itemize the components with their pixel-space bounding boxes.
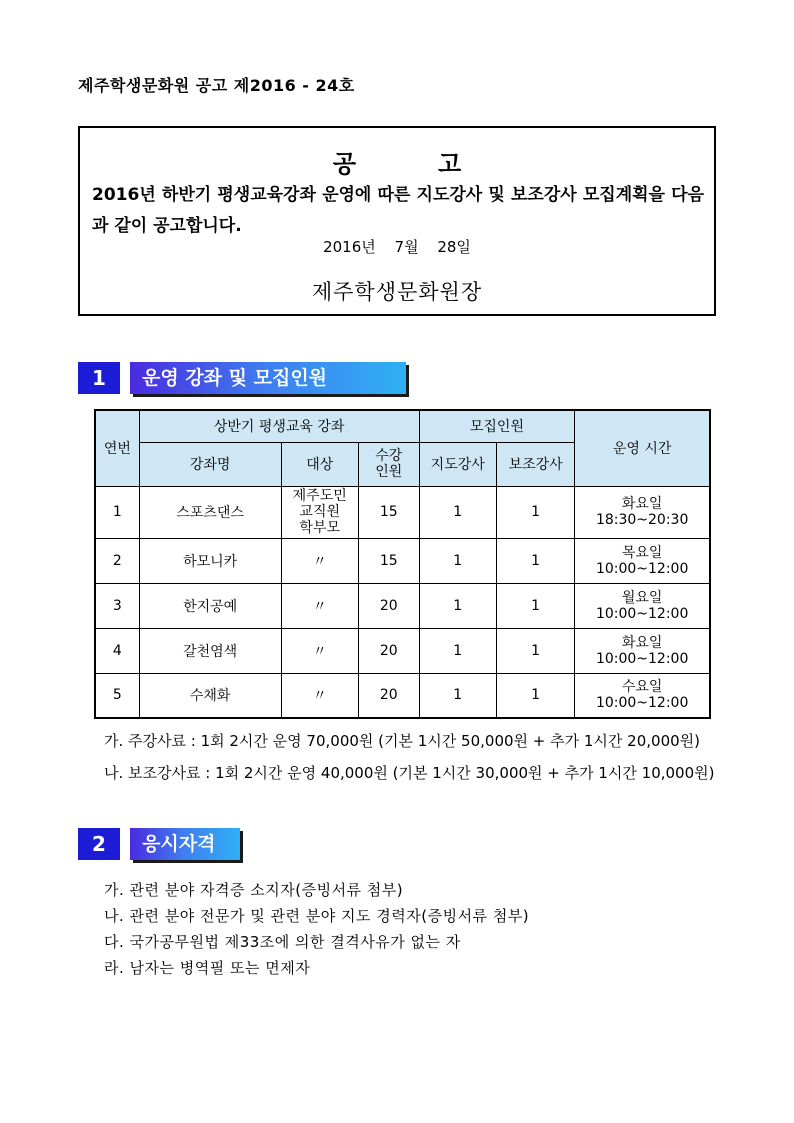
cell-lead: 1: [419, 486, 496, 538]
cell-hours: 10:00~12:00: [595, 560, 689, 577]
header-assistant: 보조강사: [496, 442, 574, 486]
cell-no: 4: [95, 628, 139, 673]
cell-time: [575, 628, 710, 673]
header-target: 대상: [281, 442, 358, 486]
section-1-title: 운영 강좌 및 모집인원: [130, 362, 406, 394]
cell-day: 월요일: [621, 589, 663, 606]
cell-assistant: 1: [496, 628, 574, 673]
cell-target: 제주도민 교직원 학부모: [281, 486, 358, 538]
cell-name: 수채화: [139, 673, 281, 718]
cell-no: 3: [95, 583, 139, 628]
cell-lead: 1: [419, 583, 496, 628]
notice-body: 2016년 하반기 평생교육강좌 운영에 따른 지도강사 및 보조강사 모집계획을 다음과 같이 공고합니다.: [92, 185, 704, 236]
lecture-table: [94, 409, 711, 719]
table-row: [95, 583, 710, 628]
cell-day: 목요일: [621, 544, 663, 561]
cell-lead: 1: [419, 628, 496, 673]
cell-target: 〃: [281, 628, 358, 673]
header-no: 연번: [95, 410, 139, 486]
cell-no: 1: [95, 486, 139, 538]
cell-assistant: 1: [496, 673, 574, 718]
cell-lead: 1: [419, 538, 496, 583]
notice-box: [78, 126, 716, 316]
header-course-group: 상반기 평생교육 강좌: [139, 410, 419, 442]
fee-assistant-instructor: 나. 보조강사료 : 1회 2시간 운영 40,000원 (기본 1시간 30,000원 + 추가 1시간 10,000원): [104, 764, 715, 782]
cell-target: 〃: [281, 673, 358, 718]
qualification-item: 다. 국가공무원법 제33조에 의한 결격사유가 없는 자: [104, 933, 461, 951]
header-lead: 지도강사: [419, 442, 496, 486]
cell-lead: 1: [419, 673, 496, 718]
notice-title: 공고: [332, 150, 544, 178]
cell-target: 〃: [281, 583, 358, 628]
cell-enrollment: 20: [358, 583, 419, 628]
header-recruit-group: 모집인원: [419, 410, 575, 442]
cell-assistant: 1: [496, 486, 574, 538]
fee-lead-instructor: 가. 주강사료 : 1회 2시간 운영 70,000원 (기본 1시간 50,000원 + 추가 1시간 20,000원): [104, 732, 701, 750]
cell-name: 하모니카: [139, 538, 281, 583]
table-row: [95, 673, 710, 718]
cell-time: [575, 673, 710, 718]
cell-name: 갈천염색: [139, 628, 281, 673]
qualification-item: 가. 관련 분야 자격증 소지자(증빙서류 첨부): [104, 881, 404, 899]
cell-time: [575, 538, 710, 583]
cell-hours: 10:00~12:00: [595, 695, 689, 712]
cell-enrollment: 15: [358, 538, 419, 583]
qualification-item: 라. 남자는 병역필 또는 면제자: [104, 959, 311, 977]
header-time: 운영 시간: [575, 410, 710, 486]
section-2-title: 응시자격: [130, 828, 240, 860]
cell-enrollment: 20: [358, 673, 419, 718]
table-row: [95, 628, 710, 673]
cell-day: 화요일: [621, 634, 663, 651]
section-2-number: 2: [78, 828, 120, 860]
qualification-list: [104, 877, 529, 981]
section-1-number: 1: [78, 362, 120, 394]
cell-name: 스포츠댄스: [139, 486, 281, 538]
cell-assistant: 1: [496, 583, 574, 628]
notice-number: 제주학생문화원 공고 제2016 - 24호: [78, 76, 355, 95]
cell-enrollment: 20: [358, 628, 419, 673]
table-row: [95, 486, 710, 538]
cell-hours: 10:00~12:00: [595, 650, 689, 667]
notice-date: 2016년 7월 28일: [323, 238, 471, 256]
cell-assistant: 1: [496, 538, 574, 583]
header-enrollment: 수강 인원: [358, 442, 419, 486]
cell-target: 〃: [281, 538, 358, 583]
qualification-item: 나. 관련 분야 전문가 및 관련 분야 지도 경력자(증빙서류 첨부): [104, 907, 530, 925]
cell-no: 2: [95, 538, 139, 583]
table-row: [95, 538, 710, 583]
notice-organization: 제주학생문화원장: [311, 280, 483, 304]
header-name: 강좌명: [139, 442, 281, 486]
cell-hours: 10:00~12:00: [595, 605, 689, 622]
cell-enrollment: 15: [358, 486, 419, 538]
cell-time: [575, 486, 710, 538]
cell-name: 한지공예: [139, 583, 281, 628]
cell-no: 5: [95, 673, 139, 718]
cell-time: [575, 583, 710, 628]
cell-day: 화요일: [621, 496, 663, 512]
cell-day: 수요일: [621, 679, 663, 696]
cell-hours: 18:30~20:30: [595, 512, 689, 528]
